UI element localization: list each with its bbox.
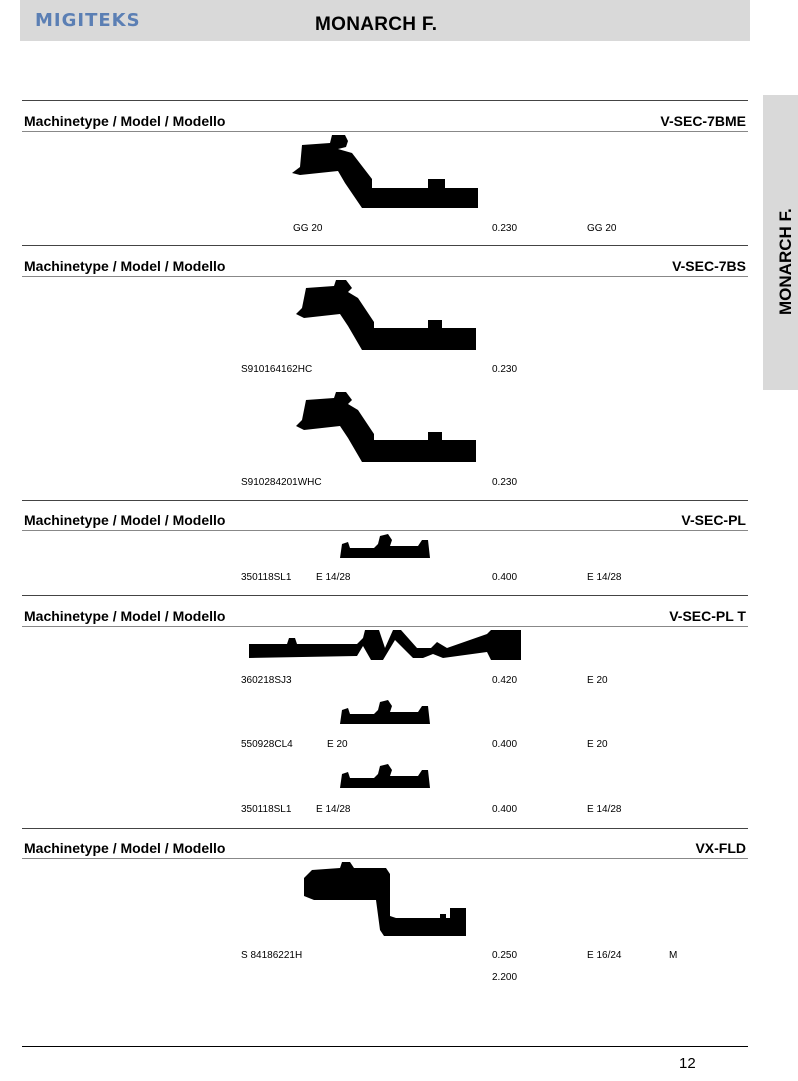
item-code: S910164162HC [241, 364, 313, 375]
item-value: 0.230 [492, 223, 518, 234]
item-gauge-alt: E 14/28 [587, 804, 622, 815]
page-title: MONARCH F. [315, 14, 438, 35]
brand-logo: MIGITEKS [35, 10, 141, 31]
side-tab-label: MONARCH F. [776, 208, 795, 315]
item-code: GG 20 [293, 223, 323, 234]
section-divider [22, 828, 748, 829]
section-model: V-SEC-7BME [660, 113, 746, 129]
item-value: 0.230 [492, 477, 518, 488]
section-label: Machinetype / Model / Modello [24, 258, 226, 274]
item-value: 0.400 [492, 804, 518, 815]
item-value: 0.230 [492, 364, 518, 375]
needle-profile-image [338, 762, 432, 790]
section-subrule [22, 131, 748, 132]
needle-profile-image [292, 278, 478, 352]
item-gauge-alt: E 16/24 [587, 950, 622, 961]
item-gauge-alt: E 20 [587, 675, 608, 686]
needle-profile-image [247, 628, 523, 664]
item-code: 360218SJ3 [241, 675, 292, 686]
item-code: S910284201WHC [241, 477, 322, 488]
item-value-secondary: 2.200 [492, 972, 518, 983]
section-divider [22, 245, 748, 246]
item-gauge: E 14/28 [316, 804, 351, 815]
section-model: V-SEC-7BS [672, 258, 746, 274]
item-gauge-alt: E 20 [587, 739, 608, 750]
item-value: 0.420 [492, 675, 518, 686]
needle-profile-image [292, 390, 478, 464]
section-model: V-SEC-PL [681, 512, 746, 528]
item-value: 0.400 [492, 739, 518, 750]
item-gauge-alt: E 14/28 [587, 572, 622, 583]
item-extra: M [669, 950, 678, 961]
section-label: Machinetype / Model / Modello [24, 840, 226, 856]
needle-profile-image [290, 133, 480, 211]
section-label: Machinetype / Model / Modello [24, 608, 226, 624]
item-code: 350118SL1 [241, 572, 292, 583]
section-divider [22, 595, 748, 596]
section-divider [22, 100, 748, 101]
section-label: Machinetype / Model / Modello [24, 113, 226, 129]
item-gauge: E 14/28 [316, 572, 351, 583]
needle-profile-image [300, 860, 470, 940]
page-number: 12 [679, 1055, 696, 1072]
section-divider [22, 500, 748, 501]
item-code: S 84186221H [241, 950, 303, 961]
side-tab [763, 95, 798, 390]
item-code: 350118SL1 [241, 804, 292, 815]
footer-rule [22, 1046, 748, 1047]
item-value: 0.400 [492, 572, 518, 583]
section-label: Machinetype / Model / Modello [24, 512, 226, 528]
section-subrule [22, 626, 748, 627]
item-gauge: E 20 [327, 739, 348, 750]
item-gauge-alt: GG 20 [587, 223, 617, 234]
item-value: 0.250 [492, 950, 518, 961]
needle-profile-image [338, 698, 432, 726]
section-subrule [22, 276, 748, 277]
section-subrule [22, 858, 748, 859]
section-model: V-SEC-PL T [669, 608, 746, 624]
section-subrule [22, 530, 748, 531]
section-model: VX-FLD [695, 840, 746, 856]
item-code: 550928CL4 [241, 739, 293, 750]
needle-profile-image [338, 532, 432, 560]
